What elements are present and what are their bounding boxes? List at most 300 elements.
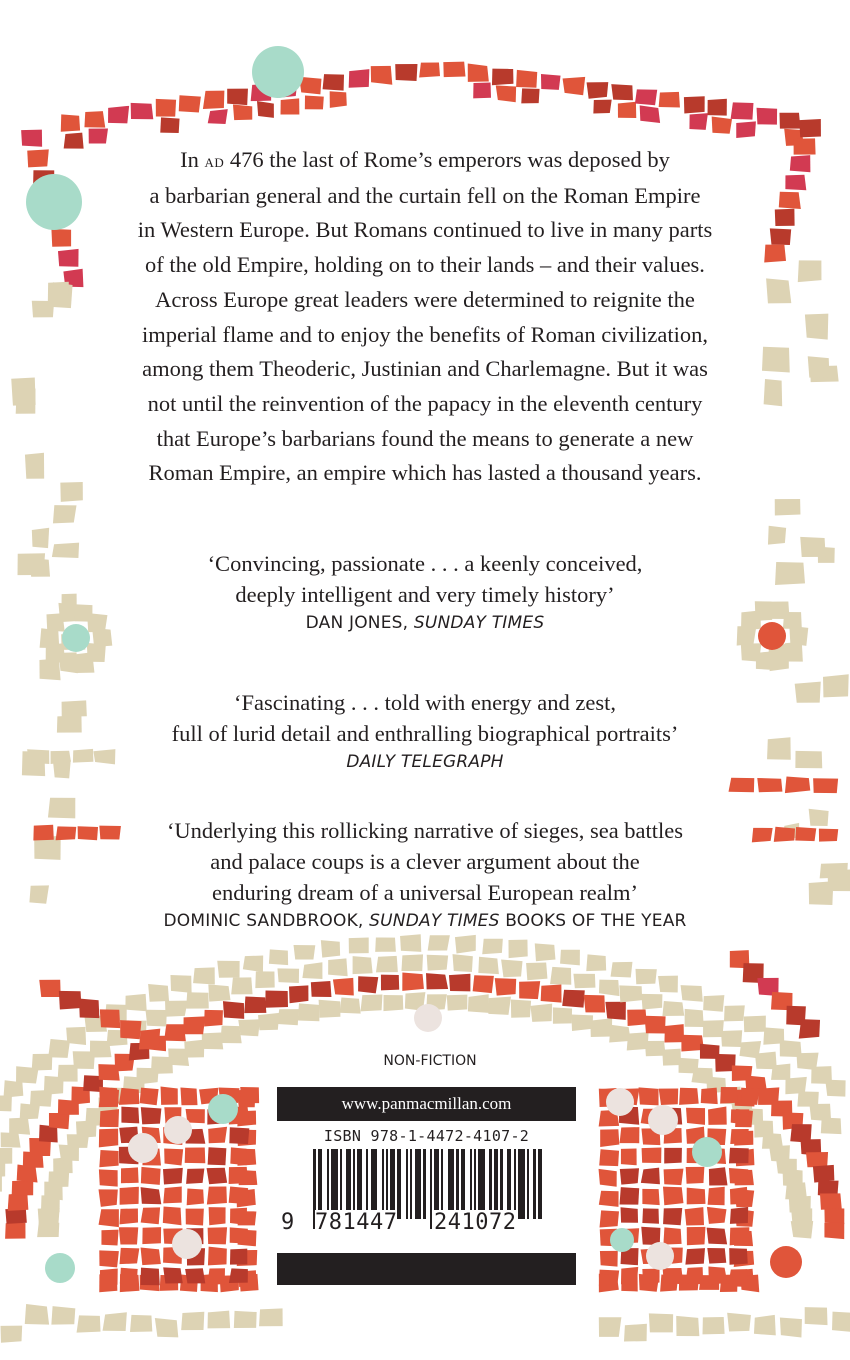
- mosaic-tile: [208, 1227, 227, 1244]
- mosaic-tile: [333, 978, 354, 996]
- mosaic-disc: [414, 1004, 442, 1032]
- mosaic-disc: [646, 1242, 674, 1270]
- mosaic-tile: [181, 1312, 204, 1330]
- mosaic-tile: [375, 938, 396, 952]
- mosaic-tile: [376, 956, 398, 973]
- mosaic-tile: [600, 1210, 619, 1227]
- mosaic-tile: [140, 1088, 159, 1106]
- mosaic-tile: [426, 973, 448, 989]
- mosaic-tile: [642, 1189, 659, 1205]
- mosaic-tile: [659, 1088, 679, 1104]
- mosaic-tile: [0, 1175, 2, 1192]
- mosaic-tile: [731, 102, 754, 119]
- barcode-bar: [496, 1149, 498, 1219]
- mosaic-tile: [825, 1080, 845, 1097]
- mosaic-tile: [99, 1150, 118, 1167]
- barcode-bar: [507, 1149, 509, 1219]
- barcode-bar: [448, 1149, 450, 1219]
- barcode-bar: [533, 1149, 536, 1219]
- mosaic-tile: [305, 95, 324, 109]
- mosaic-tile: [783, 612, 802, 629]
- mosaic-tile: [183, 1016, 205, 1034]
- quote-line: ‘Underlying this rollicking narrative of sieges, sea battles: [166, 818, 684, 843]
- quote-line: ‘Fascinating . . . told with energy and zest,: [233, 690, 616, 715]
- mosaic-tile: [627, 1010, 647, 1026]
- mosaic-tile: [639, 1087, 659, 1105]
- mosaic-tile: [684, 96, 705, 113]
- mosaic-tile: [795, 827, 816, 841]
- mosaic-tile: [193, 967, 215, 984]
- barcode-bar: [441, 1149, 443, 1219]
- mosaic-tile: [265, 991, 288, 1008]
- mosaic-tile: [349, 69, 370, 88]
- mosaic-tile: [131, 103, 154, 119]
- mosaic-tile: [468, 994, 489, 1013]
- mosaic-tile: [730, 1129, 749, 1144]
- mosaic-tile: [541, 985, 562, 1003]
- mosaic-tile: [163, 1207, 182, 1226]
- mosaic-tile: [707, 1248, 726, 1264]
- mosaic-tile: [11, 378, 35, 406]
- mosaic-tile: [707, 1228, 728, 1245]
- mosaic-tile: [427, 955, 448, 971]
- mosaic-tile: [730, 1187, 748, 1205]
- mosaic-tile: [689, 113, 707, 130]
- mosaic-tile: [641, 994, 662, 1010]
- mosaic-tile: [302, 962, 322, 979]
- mosaic-tile: [663, 1227, 681, 1244]
- mosaic-tile: [60, 482, 83, 502]
- mosaic-tile: [141, 1207, 160, 1224]
- quote-line: deeply intelligent and very timely history’: [235, 582, 615, 607]
- barcode-bar: [320, 1149, 322, 1219]
- mosaic-tile: [142, 1227, 161, 1244]
- mosaic-tile: [230, 1147, 246, 1165]
- mosaic-tile: [99, 1209, 119, 1227]
- barcode-bar: [494, 1149, 496, 1219]
- mosaic-tile: [744, 1016, 766, 1033]
- mosaic-tile: [724, 1005, 745, 1021]
- mosaic-tile: [599, 1191, 619, 1207]
- mosaic-tile: [795, 751, 822, 768]
- mosaic-tile: [321, 940, 340, 958]
- mosaic-tile: [806, 1152, 828, 1167]
- mosaic-tile: [731, 1109, 750, 1124]
- mosaic-tile: [729, 1168, 748, 1184]
- mosaic-tile: [298, 1003, 320, 1021]
- mosaic-tile: [0, 1095, 12, 1111]
- mosaic-tile: [785, 175, 806, 190]
- mosaic-tile: [400, 934, 421, 952]
- mosaic-tile: [139, 1029, 160, 1050]
- mosaic-tile: [530, 1004, 552, 1022]
- barcode-bar: [514, 1149, 516, 1219]
- mosaic-tile: [230, 1249, 247, 1265]
- mosaic-tile: [61, 114, 80, 131]
- mosaic-tile: [184, 1040, 204, 1058]
- mosaic-tile: [161, 1087, 178, 1105]
- mosaic-tile: [244, 996, 266, 1013]
- mosaic-tile: [203, 91, 224, 109]
- mosaic-disc: [610, 1228, 634, 1252]
- mosaic-tile: [185, 1268, 205, 1283]
- mosaic-tile: [649, 1313, 673, 1332]
- mosaic-tile: [809, 809, 829, 826]
- quote-line: enduring dream of a universal European realm’: [211, 880, 639, 905]
- barcode-bar: [399, 1149, 401, 1219]
- publisher-url: www.panmacmillan.com: [277, 1087, 576, 1121]
- mosaic-tile: [395, 64, 417, 81]
- mosaic-tile: [599, 1274, 619, 1293]
- mosaic-tile: [741, 643, 762, 661]
- mosaic-tile: [516, 70, 537, 88]
- mosaic-tile: [550, 967, 571, 985]
- mosaic-tile: [187, 1189, 204, 1206]
- mosaic-tile: [163, 1267, 183, 1283]
- mosaic-tile: [642, 1269, 659, 1285]
- mosaic-tile: [381, 975, 399, 991]
- blurb-line: among them Theoderic, Justinian and Charlemagne. But it was: [142, 356, 708, 382]
- quote-attribution: DOMINIC SANDBROOK, SUNDAY TIMES BOOKS OF THE YEAR: [163, 911, 687, 931]
- mosaic-tile: [227, 89, 248, 106]
- mosaic-tile: [165, 1001, 188, 1017]
- mosaic-tile: [0, 1148, 12, 1164]
- mosaic-tile: [447, 995, 468, 1011]
- mosaic-tile: [492, 69, 514, 86]
- mosaic-tile: [428, 935, 450, 950]
- mosaic-tile: [121, 1167, 139, 1183]
- mosaic-tile: [771, 1064, 790, 1080]
- mosaic-tile: [708, 1267, 727, 1285]
- mosaic-tile: [620, 1168, 639, 1184]
- mosaic-tile: [141, 1107, 162, 1124]
- mosaic-tile: [455, 935, 476, 954]
- mosaic-tile: [243, 956, 263, 972]
- mosaic-tile: [599, 1149, 619, 1166]
- barcode-bar: [481, 1149, 483, 1219]
- mosaic-disc: [692, 1137, 722, 1167]
- mosaic-tile: [48, 1171, 69, 1187]
- blurb-line: Across Europe great leaders were determined to reignite the: [155, 286, 695, 312]
- mosaic-tile: [599, 1169, 617, 1187]
- mosaic-tile: [535, 943, 556, 961]
- mosaic-tile: [119, 1088, 140, 1105]
- mosaic-tile: [340, 997, 361, 1013]
- mosaic-tile: [100, 1009, 120, 1028]
- mosaic-tile: [611, 84, 633, 100]
- mosaic-tile: [600, 1129, 619, 1147]
- mosaic-tile: [681, 985, 703, 1002]
- mosaic-tile: [99, 1250, 119, 1267]
- quote-source: DAILY TELEGRAPH: [346, 752, 504, 772]
- mosaic-tile: [473, 82, 491, 98]
- mosaic-tile: [663, 1268, 684, 1284]
- mosaic-tile: [757, 108, 778, 125]
- mosaic-tile: [358, 976, 378, 993]
- mosaic-tile: [703, 1317, 725, 1334]
- barcode-bar: [349, 1149, 351, 1219]
- mosaic-tile: [823, 674, 849, 697]
- mosaic-tile: [780, 1317, 802, 1337]
- mosaic-tile: [770, 228, 791, 245]
- mosaic-tile: [185, 1148, 206, 1164]
- mosaic-tile: [819, 829, 838, 842]
- mosaic-tile: [686, 1267, 704, 1284]
- mosaic-tile: [294, 945, 316, 960]
- mosaic-tile: [59, 991, 82, 1010]
- mosaic-disc: [648, 1105, 678, 1135]
- blurb-line: that Europe’s barbarians found the means to generate a new: [156, 425, 694, 451]
- mosaic-tile: [453, 954, 473, 972]
- barcode-bar: [335, 1149, 338, 1219]
- mosaic-tile: [353, 956, 373, 974]
- mosaic-tile: [790, 155, 811, 172]
- mosaic-tile: [635, 89, 657, 105]
- mosaic-tile: [701, 1088, 718, 1105]
- mosaic-tile: [791, 1221, 813, 1239]
- mosaic-tile: [611, 962, 633, 978]
- mosaic-tile: [207, 1268, 225, 1285]
- mosaic-tile: [51, 751, 71, 764]
- mosaic-tile: [449, 974, 470, 992]
- mosaic-tile: [48, 798, 75, 819]
- mosaic-tile: [676, 1316, 699, 1336]
- barcode-bar: [417, 1149, 419, 1219]
- mosaic-tile: [66, 1027, 86, 1045]
- mosaic-tile: [813, 778, 838, 793]
- mosaic-tile: [720, 1087, 737, 1104]
- mosaic-tile: [767, 737, 791, 760]
- barcode-bar: [474, 1149, 476, 1219]
- mosaic-disc: [45, 1253, 75, 1283]
- mosaic-tile: [775, 562, 805, 585]
- barcode-bar: [500, 1149, 503, 1219]
- mosaic-tile: [501, 959, 522, 977]
- mosaic-tile: [277, 968, 299, 983]
- blurb-text: [100, 143, 750, 491]
- mosaic-tile: [233, 105, 252, 121]
- mosaic-tile: [234, 1311, 257, 1328]
- mosaic-tile: [590, 1018, 612, 1037]
- mosaic-tile: [77, 1315, 101, 1332]
- quote-attribution: [80, 749, 770, 775]
- mosaic-tile: [587, 82, 609, 99]
- mosaic-disc: [606, 1088, 634, 1116]
- mosaic-tile: [729, 1248, 748, 1265]
- mosaic-tile: [9, 1118, 30, 1135]
- mosaic-tile: [229, 1187, 248, 1205]
- blurb-line: In ad 476 the last of Rome’s emperors was deposed by: [180, 147, 670, 172]
- mosaic-tile: [32, 528, 49, 548]
- mosaic-tile: [186, 1209, 204, 1226]
- mosaic-tile: [642, 1147, 662, 1163]
- mosaic-tile: [641, 1168, 660, 1185]
- mosaic-tile: [1, 1326, 23, 1343]
- barcode-bar: [406, 1149, 408, 1219]
- mosaic-tile: [620, 1187, 640, 1204]
- mosaic-tile: [259, 1308, 283, 1326]
- mosaic-tile: [53, 505, 77, 523]
- mosaic-tile: [809, 881, 834, 905]
- mosaic-tile: [186, 992, 209, 1008]
- mosaic-tile: [8, 1193, 29, 1211]
- mosaic-tile: [328, 958, 348, 976]
- mosaic-tile: [180, 1088, 197, 1106]
- mosaic-tile: [100, 1109, 119, 1127]
- barcode-bar: [489, 1149, 492, 1219]
- barcode-bar: [371, 1149, 373, 1219]
- mosaic-tile: [708, 1107, 727, 1125]
- mosaic-disc: [770, 1246, 802, 1278]
- review-quote: [80, 687, 770, 775]
- mosaic-tile: [5, 1223, 25, 1239]
- mosaic-tile: [600, 1251, 618, 1267]
- mosaic-tile: [794, 138, 816, 154]
- mosaic-tile: [664, 1169, 684, 1185]
- mosaic-tile: [21, 130, 42, 147]
- mosaic-tile: [658, 976, 678, 993]
- mosaic-tile: [101, 1230, 118, 1246]
- barcode-bar: [483, 1149, 485, 1219]
- mosaic-tile: [766, 278, 791, 303]
- mosaic-tile: [141, 1248, 161, 1266]
- mosaic-disc: [164, 1116, 192, 1144]
- mosaic-tile: [709, 1167, 728, 1185]
- barcode-bar: [410, 1149, 412, 1219]
- mosaic-tile: [708, 99, 727, 116]
- mosaic-tile: [163, 1187, 182, 1204]
- barcode-bar: [437, 1149, 439, 1219]
- mosaic-tile: [573, 974, 595, 989]
- mosaic-tile: [687, 1188, 706, 1205]
- mosaic-tile: [257, 101, 274, 118]
- mosaic-tile: [468, 64, 489, 82]
- barcode-bar: [333, 1149, 335, 1219]
- mosaic-tile: [593, 100, 611, 114]
- mosaic-tile: [621, 1149, 637, 1166]
- mosaic-tile: [33, 825, 53, 841]
- mosaic-tile: [419, 63, 440, 78]
- barcode-bar: [357, 1149, 360, 1219]
- mosaic-tile: [473, 975, 494, 993]
- barcode-bar: [520, 1149, 522, 1219]
- mosaic-tile: [0, 1162, 5, 1177]
- mosaic-tile: [170, 975, 191, 993]
- mosaic-tile: [204, 1010, 223, 1027]
- mosaic-tile: [775, 499, 801, 516]
- mosaic-tile: [401, 954, 423, 971]
- mosaic-disc: [252, 46, 304, 98]
- mosaic-tile: [18, 553, 46, 575]
- mosaic-tile: [824, 1223, 844, 1239]
- mosaic-tile: [360, 994, 382, 1011]
- mosaic-tile: [32, 301, 54, 318]
- mosaic-tile: [779, 113, 800, 129]
- barcode-first-digit: 9: [281, 1210, 295, 1235]
- mosaic-tile: [130, 1315, 152, 1332]
- mosaic-tile: [29, 885, 49, 903]
- mosaic-tile: [5, 1209, 26, 1224]
- mosaic-tile: [84, 111, 105, 128]
- mosaic-tile: [560, 950, 580, 966]
- mosaic-tile: [383, 995, 403, 1011]
- mosaic-tile: [820, 863, 848, 879]
- mosaic-tile: [217, 961, 239, 978]
- mosaic-tile: [330, 91, 347, 108]
- mosaic-tile: [736, 121, 756, 138]
- mosaic-tile: [103, 1312, 127, 1331]
- mosaic-disc: [172, 1229, 202, 1259]
- mosaic-tile: [482, 939, 503, 955]
- mosaic-tile: [662, 1049, 681, 1066]
- mosaic-tile: [799, 119, 821, 137]
- mosaic-tile: [120, 1187, 139, 1205]
- barcode-panel: [277, 1087, 576, 1287]
- mosaic-tile: [125, 994, 146, 1011]
- mosaic-disc: [26, 174, 82, 230]
- mosaic-tile: [48, 1039, 70, 1058]
- mosaic-tile: [443, 62, 465, 78]
- barcode-bar: [450, 1149, 452, 1219]
- mosaic-tile: [741, 1088, 759, 1105]
- mosaic-tile: [519, 981, 540, 999]
- mosaic-tile: [208, 1147, 227, 1165]
- mosaic-tile: [229, 1127, 249, 1144]
- mosaic-tile: [584, 995, 605, 1013]
- blurb-line: imperial flame and to enjoy the benefits of Roman civilization,: [141, 321, 709, 347]
- quote-source: SUNDAY TIMES: [369, 911, 500, 931]
- mosaic-tile: [511, 1000, 531, 1018]
- mosaic-tile: [371, 66, 393, 85]
- mosaic-tile: [729, 1148, 749, 1164]
- mosaic-tile: [229, 1167, 248, 1184]
- mosaic-tile: [762, 347, 790, 373]
- mosaic-tile: [521, 88, 539, 103]
- mosaic-tile: [141, 1268, 160, 1286]
- blurb-prefix: In: [180, 147, 205, 172]
- mosaic-tile: [496, 85, 516, 102]
- barcode-bar: [522, 1149, 525, 1219]
- mosaic-tile: [785, 777, 810, 794]
- mosaic-tile: [281, 98, 300, 114]
- mosaic-tile: [223, 1001, 244, 1019]
- mosaic-tile: [156, 99, 176, 117]
- mosaic-tile: [208, 984, 230, 1001]
- quote-line: ‘Convincing, passionate . . . a keenly conceived,: [207, 551, 643, 576]
- mosaic-tile: [186, 1169, 204, 1184]
- mosaic-tile: [721, 1030, 742, 1047]
- mosaic-tile: [255, 971, 274, 988]
- mosaic-tile: [311, 981, 332, 997]
- barcode-bar: [382, 1149, 384, 1219]
- mosaic-tile: [562, 990, 585, 1008]
- mosaic-tile: [635, 969, 656, 984]
- quote-attribution: DAN JONES, SUNDAY TIMES: [305, 613, 545, 633]
- mosaic-tile: [120, 1268, 138, 1286]
- review-quote: [80, 548, 770, 636]
- mosaic-tile: [757, 778, 782, 792]
- mosaic-tile: [163, 1168, 183, 1185]
- barcode-bar: [419, 1149, 421, 1219]
- blurb-line: in Western Europe. But Romans continued to live in many parts: [137, 217, 713, 243]
- blurb-line: Roman Empire, an empire which has lasted a thousand years.: [148, 460, 702, 486]
- mosaic-tile: [277, 1009, 298, 1025]
- mosaic-tile: [25, 1304, 49, 1325]
- barcode-bar: [366, 1149, 368, 1219]
- mosaic-tile: [624, 1324, 647, 1342]
- mosaic-tile: [39, 980, 60, 997]
- mosaic-tile: [703, 995, 724, 1012]
